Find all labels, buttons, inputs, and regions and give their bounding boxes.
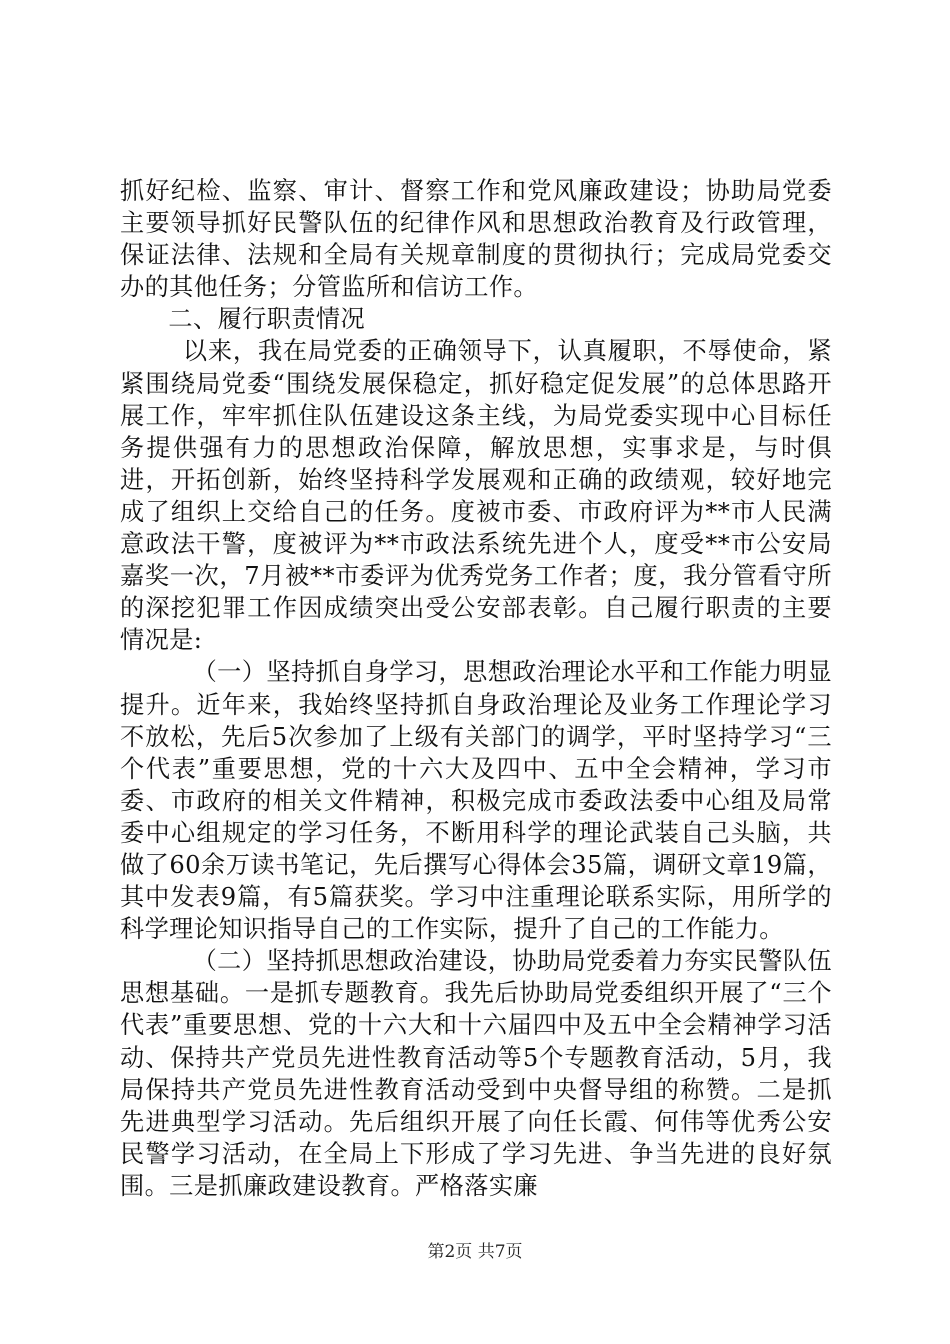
document-body [120,175,832,1202]
paragraph-overview: 以来，我在局党委的正确领导下，认真履职，不辱使命，紧紧围绕局党委“围绕发展保稳定，抓好稳定促发展”的总体思路开展工作，牢牢抓住队伍建设这条主线，为局党委实现中心目标任务提供强有力的思想政治保障，解放思想，实事求是，与时俱进，开拓创新，始终坚持科学发展观和正确的政绩观，较好地完成了组织上交给自己的任务。度被市委、市政府评为**市人民满意政法干警，度被评为**市政法系统先进个人，度受**市公安局嘉奖一次，7月被**市委评为优秀党务工作者；度，我分管看守所的深挖犯罪工作因成绩突出受公安部表彰。自己履行职责的主要情况是: [120,337,832,655]
paragraph-item-two-ideology: （二）坚持抓思想政治建设，协助局党委着力夯实民警队伍思想基础。一是抓专题教育。我先后协助局党委组织开展了“三个代表”重要思想、党的十六大和十六届四中及五中全会精神学习活动、保持共产党员先进性教育活动等5个专题教育活动，5月，我局保持共产党员先进性教育活动受到中央督导组的称赞。二是抓先进典型学习活动。先后组织开展了向任长霞、何伟等优秀公安民警学习活动，在全局上下形成了学习先进、争当先进的良好氛围。三是抓廉政建设教育。严格落实廉 [120,947,832,1200]
page-footer: 第2页 共7页 [427,1242,523,1262]
paragraph-duties-continued: 抓好纪检、监察、审计、督察工作和党风廉政建设；协助局党委主要领导抓好民警队伍的纪律作风和思想政治教育及行政管理，保证法律、法规和全局有关规章制度的贯彻执行；完成局党委交办的其他任务；分管监所和信访工作。 [120,177,832,302]
section-heading-duty-performance: 二、履行职责情况 [168,305,366,334]
paragraph-item-one-study: （一）坚持抓自身学习，思想政治理论水平和工作能力明显提升。近年来，我始终坚持抓自身政治理论及业务工作理论学习不放松，先后5次参加了上级有关部门的调学，平时坚持学习“三个代表”重要思想，党的十六大及四中、五中全会精神，学习市委、市政府的相关文件精神，积极完成市委政法委中心组及局常委中心组规定的学习任务，不断用科学的理论武装自己头脑，共做了60余万读书笔记，先后撰写心得体会35篇，调研文章19篇，其中发表9篇，有5篇获奖。学习中注重理论联系实际，用所学的科学理论知识指导自己的工作实际，提升了自己的工作能力。 [120,658,832,944]
